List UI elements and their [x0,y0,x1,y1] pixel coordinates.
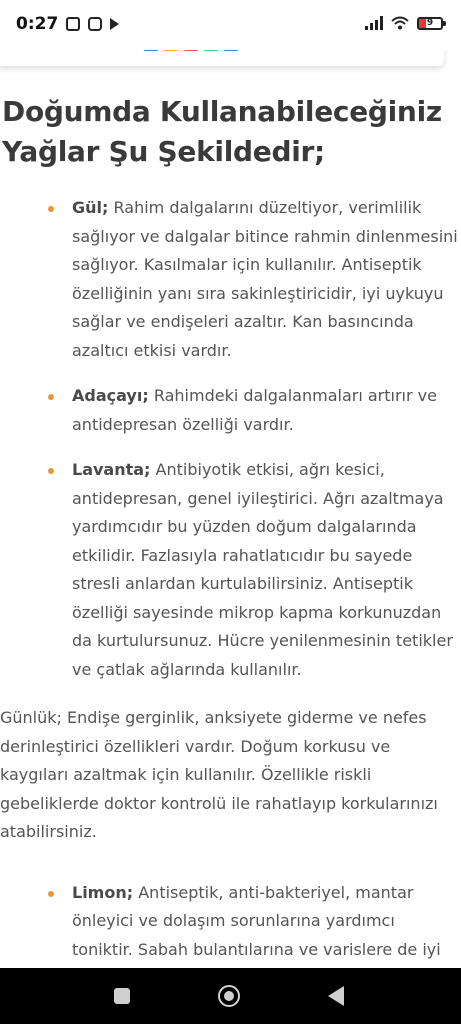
status-time: 0:27 [16,14,59,34]
nfc-icon [66,17,80,31]
list-item-text: Antibiyotik etkisi, ağrı kesici, antidepresan, genel iyileştirici. Ağrı azaltmaya yardımcıdır bu yüzden doğum dalgalarında etkilidir. Fazlasıyla rahatlatıcıdır bu sayede stresli anlardan kurtulabilirsiniz. Antiseptik özelliği sayesinde mikrop kapma korkunuzdan da kurtulursunuz. Hücre yenilenmesinin tetikler ve çatlak ağlarında kullanılır. [72,460,453,679]
article-content [0,92,461,1021]
list-item-term: Limon; [72,882,134,902]
gunluk-paragraph: Günlük; Endişe gerginlik, anksiyete giderme ve nefes derinleştirici özellikleri vardır. Doğum korkusu ve kaygıları azaltmak için kullanılır. Özellikle riskli gebeliklerde doktor kontrolü ile rahatlayıp korkularınızı atabilirsiniz. [0,708,438,841]
article-heading: Doğumda Kullanabileceğiniz Yağlar Şu Şekildedir; [2,95,442,168]
back-button[interactable] [328,986,344,1006]
list-item-lavanta [0,456,461,684]
status-bar [0,0,461,50]
wifi-icon [391,16,409,30]
battery-level: 9 [426,17,434,28]
signal-icon [365,16,383,30]
play-icon [110,18,119,30]
list-item-term: Gül; [72,198,109,217]
system-nav-bar [0,968,461,1024]
list-item-text: Antiseptik, anti-bakteriyel, mantar önleyici ve dolaşım sorunlarına yardımcı toniktir. Sabah bulantılarına ve varislere de iyi [72,882,441,959]
list-item-adacayi [0,382,461,439]
status-left [16,14,119,34]
home-button[interactable] [218,985,240,1007]
list-item-gul [0,194,461,365]
oil-list [0,194,461,684]
recents-button[interactable] [114,988,130,1004]
instagram-icon [88,17,102,31]
status-right [365,16,443,30]
battery-icon [417,17,443,30]
list-item-text: Rahimdeki dalgalanmaları artırır ve antidepresan özelliği vardır. [72,386,437,434]
list-item-text: Rahim dalgalarını düzeltiyor, verimlilik sağlıyor ve dalgalar bitince rahmin dinlenmesini sağlıyor. Kasılmalar için kullanılır. Antiseptik özelliğinin yanı sıra sakinleştiricidir, iyi uykuyu sağlar ve endişeleri azaltır. Kan basıncında azaltıcı etkisi vardır. [72,198,458,360]
list-item-term: Adaçayı; [72,386,149,405]
list-item-term: Lavanta; [72,460,151,479]
